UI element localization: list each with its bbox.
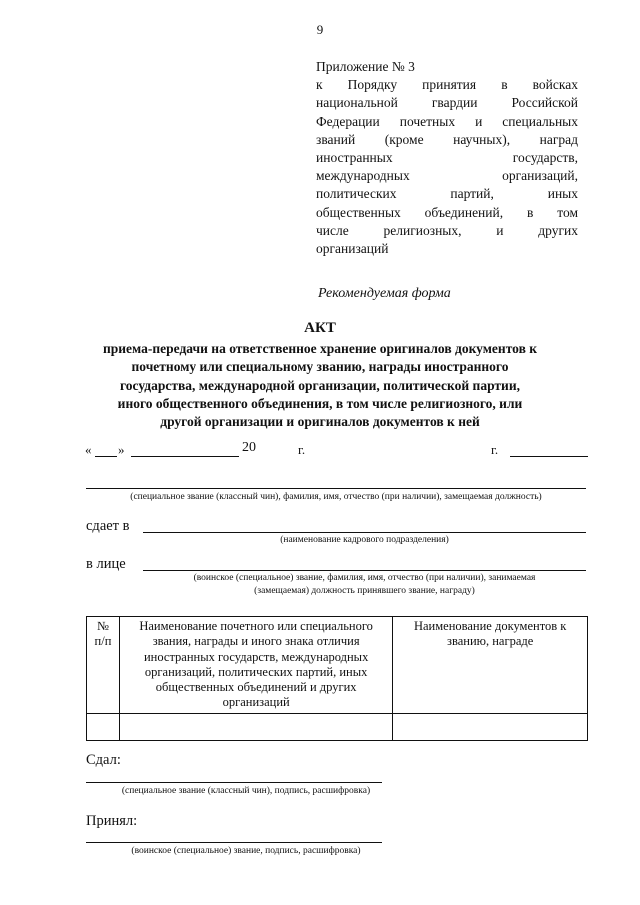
date-line <box>85 440 590 460</box>
handed-label: Сдал: <box>86 752 121 768</box>
page-number: 9 <box>316 22 324 37</box>
appendix-line: национальной гвардии Российской <box>316 95 578 111</box>
appendix-line: к Порядку принятия в войсках <box>316 77 578 93</box>
subtitle-line: иного общественного объединения, в том числе религиозного, или <box>117 395 523 411</box>
header-text: п/п <box>94 634 112 649</box>
appendix-line: иностранных государств, <box>316 150 578 166</box>
document-title: АКТ <box>304 320 336 336</box>
person-field-line[interactable] <box>86 488 586 489</box>
handed-signature-line[interactable] <box>86 782 382 783</box>
recommended-form-label: Рекомендуемая форма <box>318 286 451 301</box>
representative-caption-line: (замещаемая) должность принявшего звание, награду) <box>254 585 475 596</box>
month-field[interactable] <box>131 442 239 457</box>
appendix-line: организаций <box>316 241 389 257</box>
handed-caption: (специальное звание (классный чин), подпись, расшифровка) <box>121 786 371 796</box>
header-text: организаций <box>222 695 290 710</box>
department-field-line[interactable] <box>143 532 586 533</box>
header-cell-award-name <box>119 617 392 714</box>
subtitle-line: другой организации и оригиналов документов к ней <box>160 414 480 430</box>
appendix-line: Приложение № 3 <box>316 59 415 74</box>
appendix-line: званий (кроме научных), наград <box>316 131 578 147</box>
appendix-line: политических партий, иных <box>316 186 578 202</box>
header-text: общественных объединений и других <box>155 680 357 695</box>
date-close-quote: » <box>118 442 125 457</box>
department-caption: (наименование кадрового подразделения) <box>280 535 449 545</box>
accepted-caption: (воинское (специальное) звание, подпись, расшифровка) <box>131 846 361 856</box>
subtitle-line: приема-передачи на ответственное хранение оригиналов документов к <box>102 341 538 356</box>
header-text: Наименование почетного или специального <box>139 619 373 633</box>
table-cell[interactable] <box>393 713 588 740</box>
appendix-block <box>316 58 578 258</box>
table-cell[interactable] <box>87 713 120 740</box>
table-header-row <box>87 617 588 714</box>
date-open-quote: « <box>85 442 92 457</box>
header-text: № <box>97 619 109 633</box>
day-field[interactable] <box>95 442 117 457</box>
header-text: званию, награде <box>447 634 534 649</box>
awards-table <box>86 616 588 741</box>
appendix-line: международных организаций, <box>316 168 578 184</box>
appendix-line: общественных объединений, в том <box>316 204 578 220</box>
table-row <box>87 713 588 740</box>
header-cell-number <box>87 617 120 714</box>
appendix-line: числе религиозных, и других <box>316 222 578 238</box>
header-cell-documents <box>393 617 588 714</box>
year-suffix: г. <box>298 442 306 457</box>
appendix-line: Федерации почетных и специальных <box>316 113 578 129</box>
header-text: звания, награды и иного знака отличия <box>152 634 360 649</box>
representative-caption <box>143 572 586 597</box>
header-text: иностранных государств, международных <box>143 649 369 664</box>
representative-caption-line: (воинское (специальное) звание, фамилия, имя, отчество (при наличии), занимаемая <box>193 573 536 583</box>
header-text: Наименование документов к <box>413 619 567 633</box>
represented-by-label: в лице <box>86 556 126 572</box>
accepted-signature-line[interactable] <box>86 842 382 843</box>
century-label: 20 <box>242 440 256 455</box>
representative-field-line[interactable] <box>143 570 586 571</box>
accepted-label: Принял: <box>86 813 138 829</box>
person-caption: (специальное звание (классный чин), фамилия, имя, отчество (при наличии), замещаемая должность) <box>130 492 542 502</box>
subtitle-line: почетному или специальному званию, награды иностранного <box>131 359 509 375</box>
document-subtitle <box>60 340 580 431</box>
city-field[interactable] <box>510 442 588 457</box>
header-text: организаций, политических партий, иных <box>144 664 368 679</box>
city-suffix: г. <box>491 442 499 457</box>
hands-over-label: сдает в <box>86 518 130 534</box>
subtitle-line: государства, международной организации, политической партии, <box>120 377 520 393</box>
table-cell[interactable] <box>119 713 392 740</box>
